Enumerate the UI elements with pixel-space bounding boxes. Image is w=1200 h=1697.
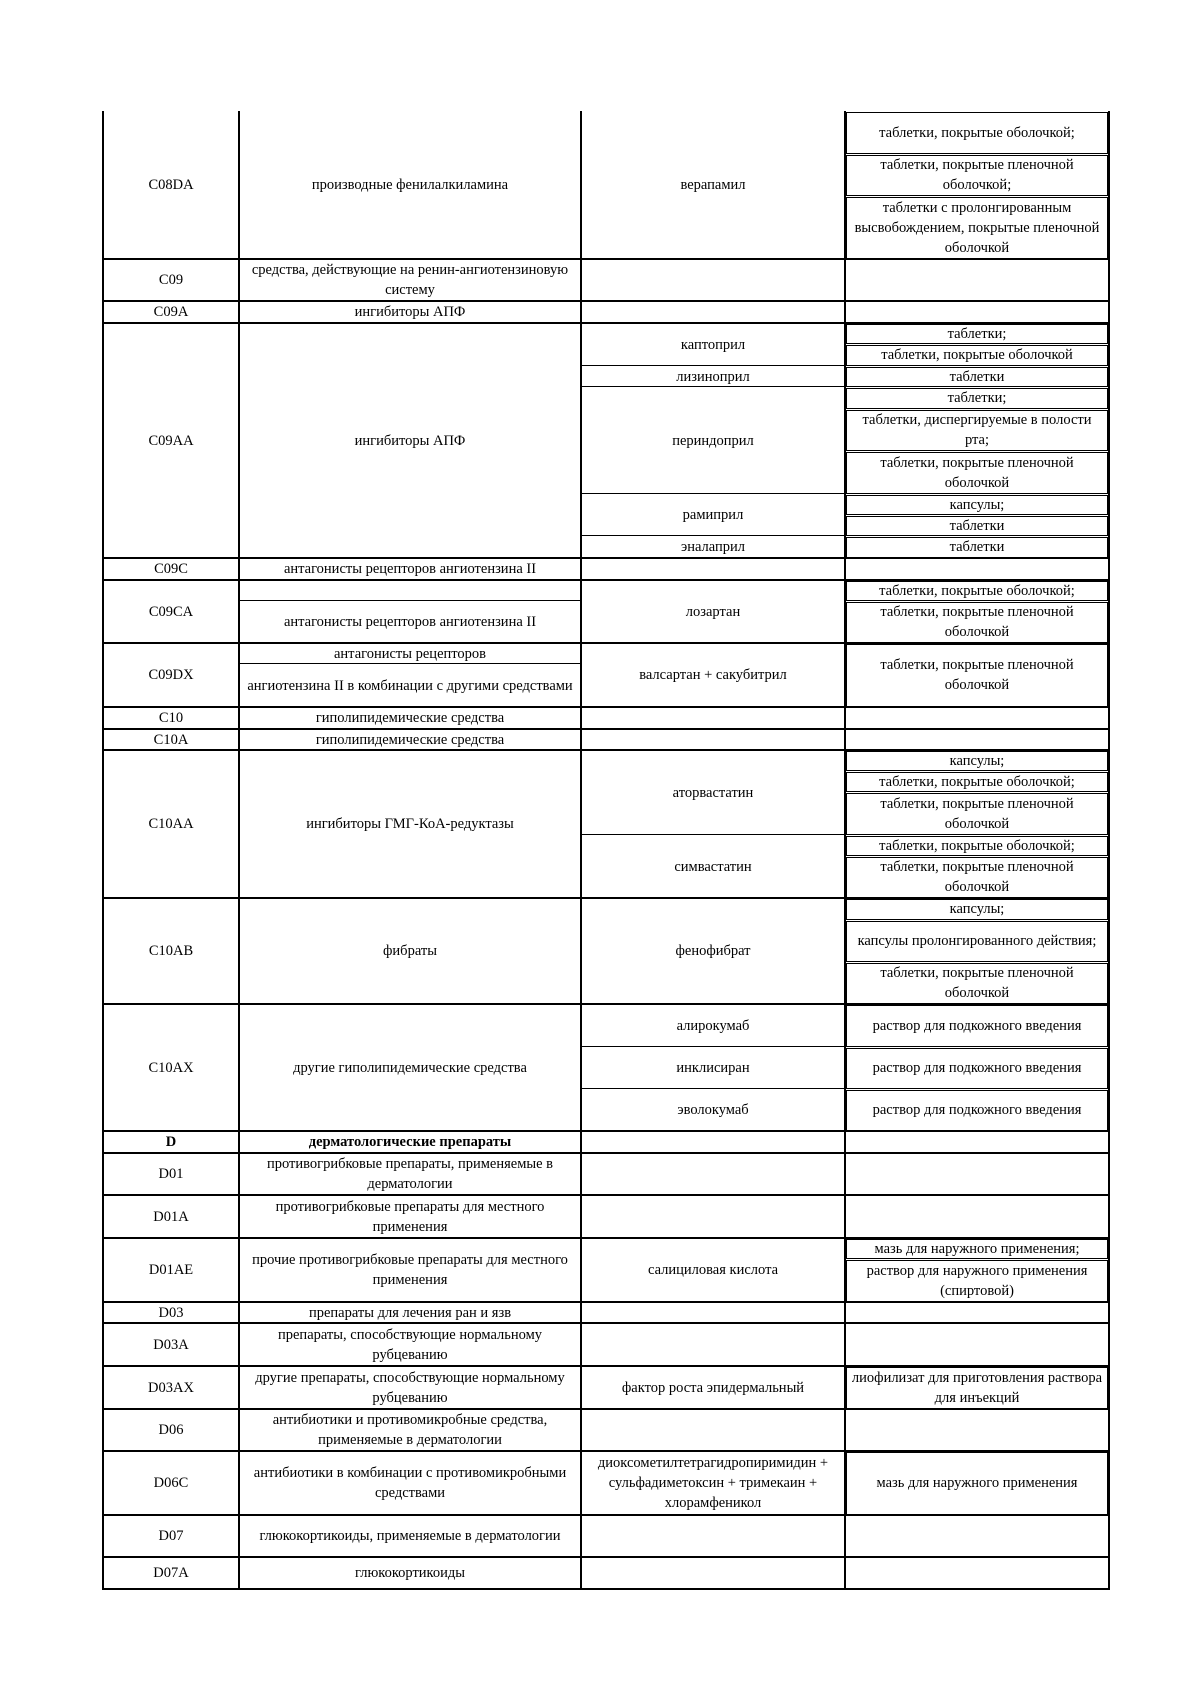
dosage-form: таблетки, покрытые пленочной оболочкой <box>880 657 1074 693</box>
dosage-form: таблетки, покрытые оболочкой; <box>879 773 1075 790</box>
dosage-form: таблетки, покрытые пленочной оболочкой <box>880 604 1074 640</box>
dosage-form: капсулы; <box>949 752 1005 769</box>
dosage-form: капсулы пролонгированного действия; <box>857 933 1097 949</box>
drug-name: симвастатин <box>674 858 752 875</box>
group-name: противогрибковые препараты для местного применения <box>275 1198 545 1235</box>
group-name: ингибиторы ГМГ-КоА-редуктазы <box>306 816 514 832</box>
group-name: другие гиполипидемические средства <box>293 1059 527 1076</box>
table-rule <box>581 1046 845 1047</box>
atc-code: C10 <box>158 710 184 726</box>
atc-code: C09AA <box>148 432 194 449</box>
atc-code: C10A <box>153 731 189 748</box>
table-rule <box>581 365 845 366</box>
table-rule <box>239 663 581 664</box>
dosage-form: раствор для подкожного введения <box>872 1017 1082 1034</box>
dosage-form: лиофилизат для приготовления раствора для инъекций <box>851 1369 1103 1406</box>
group-name: производные фенилалкиламина <box>311 177 509 193</box>
atc-code: D07A <box>153 1565 189 1581</box>
dosage-form: капсулы; <box>949 901 1005 917</box>
group-name: антагонисты рецепторов ангиотензина II <box>283 614 537 630</box>
group-name: противогрибковые препараты, применяемые в дерматологии <box>266 1156 554 1192</box>
drug-name: фактор роста эпидермальный <box>621 1379 805 1396</box>
dosage-form: капсулы; <box>949 496 1005 513</box>
group-name: антагонисты рецепторов <box>333 645 487 662</box>
atc-code: D01AE <box>148 1262 194 1278</box>
dosage-form: таблетки, покрытые оболочкой; <box>879 582 1075 599</box>
drug-name: алирокумаб <box>676 1017 750 1034</box>
atc-code: C09CA <box>148 603 194 620</box>
drug-name: верапамил <box>680 177 746 193</box>
group-name: ингибиторы АПФ <box>354 304 466 320</box>
atc-code: D01 <box>158 1166 184 1182</box>
dosage-form: таблетки с пролонгированным высвобождением, покрытые пленочной оболочкой <box>854 199 1100 256</box>
drug-name: эналаприл <box>680 539 746 555</box>
group-name: другие препараты, способствующие нормальному рубцеванию <box>255 1369 565 1406</box>
drug-name: валсартан + сакубитрил <box>639 667 787 683</box>
drug-name: аторвастатин <box>672 784 754 801</box>
group-name: антибиотики и противомикробные средства, применяемые в дерматологии <box>272 1412 548 1448</box>
atc-code: C09C <box>154 561 188 577</box>
dosage-form: таблетки, покрытые оболочкой; <box>879 837 1075 854</box>
drug-name: инклисиран <box>676 1060 750 1076</box>
drug-name: лозартан <box>685 603 741 620</box>
group-name: фибраты <box>383 943 437 959</box>
dosage-form: таблетки; <box>947 390 1007 406</box>
atc-code: C10AB <box>148 943 194 959</box>
group-name: антагонисты рецепторов ангиотензина II <box>283 561 537 577</box>
atc-code: C09DX <box>148 667 194 683</box>
dosage-form: мазь для наружного применения; <box>874 1240 1080 1257</box>
atc-code: D03 <box>158 1304 184 1321</box>
atc-code: D07 <box>158 1528 184 1544</box>
table-rule <box>581 1088 845 1089</box>
dosage-form: таблетки, покрытые пленочной оболочкой <box>880 795 1074 832</box>
group-name: глюкокортикоиды, применяемые в дерматологии <box>259 1528 561 1544</box>
dosage-form: таблетки, покрытые пленочной оболочкой <box>880 859 1074 895</box>
group-name: прочие противогрибковые препараты для местного применения <box>252 1252 568 1288</box>
atc-code: D06C <box>153 1475 189 1491</box>
group-name: ингибиторы АПФ <box>354 432 466 449</box>
drug-name: диоксометилтетрагидропиримидин + сульфадиметоксин + тримекаин + хлорамфеникол <box>597 1455 829 1511</box>
group-name: антибиотики в комбинации с противомикробными средствами <box>253 1465 567 1501</box>
dosage-form: таблетки; <box>947 325 1007 342</box>
atc-code: D03A <box>153 1336 189 1353</box>
group-name: гиполипидемические средства <box>315 731 505 748</box>
group-name: дерматологические препараты <box>308 1134 512 1150</box>
atc-code: C09A <box>153 304 189 320</box>
group-name: препараты для лечения ран и язв <box>308 1304 512 1321</box>
atc-code: C09 <box>158 272 184 288</box>
drug-name: рамиприл <box>682 507 744 523</box>
dosage-form: раствор для наружного применения (спиртовой) <box>866 1262 1088 1299</box>
atc-code: D06 <box>158 1422 184 1438</box>
dosage-form: таблетки, покрытые пленочной оболочкой <box>880 454 1074 491</box>
atc-code: C10AA <box>148 816 194 832</box>
table-rule <box>581 386 845 387</box>
dosage-form: таблетки <box>949 517 1005 534</box>
table-rule <box>102 1588 1110 1590</box>
group-name: ангиотензина II в комбинации с другими средствами <box>247 677 573 694</box>
group-name: гиполипидемические средства <box>315 710 505 726</box>
dosage-form: таблетки, покрытые оболочкой; <box>879 124 1075 141</box>
dosage-form: таблетки <box>949 368 1005 385</box>
drug-name: периндоприл <box>672 432 754 449</box>
atc-code: D <box>165 1134 177 1150</box>
atc-code: C10AX <box>148 1059 194 1076</box>
atc-code: D03AX <box>148 1379 194 1396</box>
dosage-form: таблетки, покрытые оболочкой <box>881 347 1073 363</box>
drug-name: каптоприл <box>680 336 746 353</box>
dosage-form: таблетки, покрытые пленочной оболочкой; <box>880 157 1074 193</box>
dosage-form: раствор для подкожного введения <box>872 1102 1082 1118</box>
atc-code: C08DA <box>148 177 194 193</box>
group-name: глюкокортикоиды <box>355 1565 465 1581</box>
dosage-form: таблетки, покрытые пленочной оболочкой <box>880 965 1074 1001</box>
table-rule <box>581 493 845 494</box>
dosage-form: раствор для подкожного введения <box>872 1060 1082 1076</box>
drug-name: фенофибрат <box>675 943 751 959</box>
dosage-form: таблетки <box>949 539 1005 555</box>
drug-name: лизиноприл <box>676 368 750 385</box>
drug-name: эволокумаб <box>677 1102 749 1118</box>
group-name: средства, действующие на ренин-ангиотензиновую систему <box>251 262 569 298</box>
drug-name: салициловая кислота <box>647 1262 779 1278</box>
atc-code: D01A <box>153 1208 189 1225</box>
table-rule <box>581 834 845 835</box>
dosage-form: таблетки, диспергируемые в полости рта; <box>862 412 1092 448</box>
group-name: препараты, способствующие нормальному рубцеванию <box>277 1326 543 1363</box>
dosage-form: мазь для наружного применения <box>876 1475 1078 1491</box>
table-rule <box>581 535 845 536</box>
